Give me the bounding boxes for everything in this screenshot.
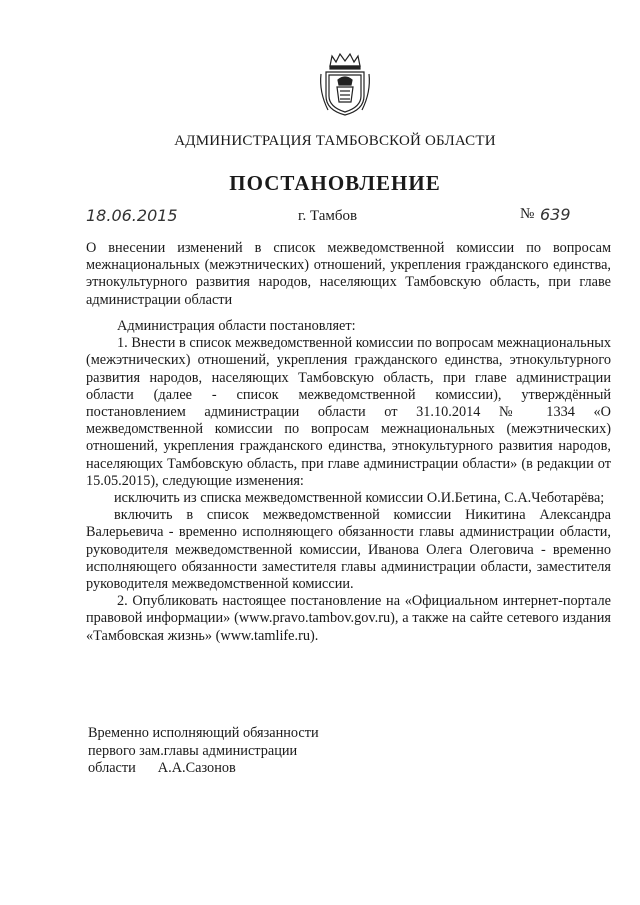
document-number: 639 [540,205,571,224]
document-type: ПОСТАНОВЛЕНИЕ [229,171,441,195]
document-city: г. Тамбов [298,208,358,224]
signature-line-3 [88,760,319,778]
document-title: О внесении изменений в список межведомственной комиссии по вопросам межнациональных (межэтнических) отношений, укрепления гражданского единства, этнокультурного развития народов, населяющих Тамбовскую область, при главе администрации области [86,240,611,308]
organization-name: АДМИНИСТРАЦИЯ ТАМБОВСКОЙ ОБЛАСТИ [174,133,496,149]
document-date: 18.06.2015 [86,206,178,225]
exclude-paragraph: исключить из списка межведомственной комиссии О.И.Бетина, С.А.Чеботарёва; [114,490,605,507]
signature-line-2: первого зам.главы администрации [88,742,298,759]
include-paragraph: включить в список межведомственной комиссии Никитина Александра Валерьевича - временно исполняющего обязанности главы администрации области, руководителя межведомственной комиссии, Иванова Олега Олеговича - временно исполняющего обязанности заместителя главы администрации области, заместителя руководителя межведомственной комиссии. [86,507,611,593]
item-2-paragraph: 2. Опубликовать настоящее постановление на «Официальном интернет-портале правовой информации» (www.pravo.tambov.gov.ru), а также на сайте сетевого издания «Тамбовская жизнь» (www.tamlife.ru). [86,593,611,644]
intro-paragraph: Администрация области постановляет: [117,318,356,334]
signatory-name: А.А.Сазонов [157,760,236,776]
signature-line-1: Временно исполняющий обязанности [88,725,319,741]
signature-block [88,725,319,778]
number-label: № [520,206,535,222]
signature-region: области [88,760,136,776]
tambov-coat-of-arms-icon [318,52,372,118]
item-1-paragraph: 1. Внести в список межведомственной комиссии по вопросам межнациональных (межэтнических) отношений, укрепления гражданского единства, этнокультурного развития народов, населяющих Тамбовскую область, при главе администрации области (далее - список межведомственной комиссии), утверждённый постановлением администрации области от 31.10.2014 № 1334 «О межведомственной комиссии по вопросам межнациональных (межэтнических) отношений, укрепления гражданского единства, этнокультурного развития народов, населяющих Тамбовскую область, при главе администрации области» (в редакции от 15.05.2015), следующие изменения: [86,335,611,489]
document-body [86,318,611,645]
